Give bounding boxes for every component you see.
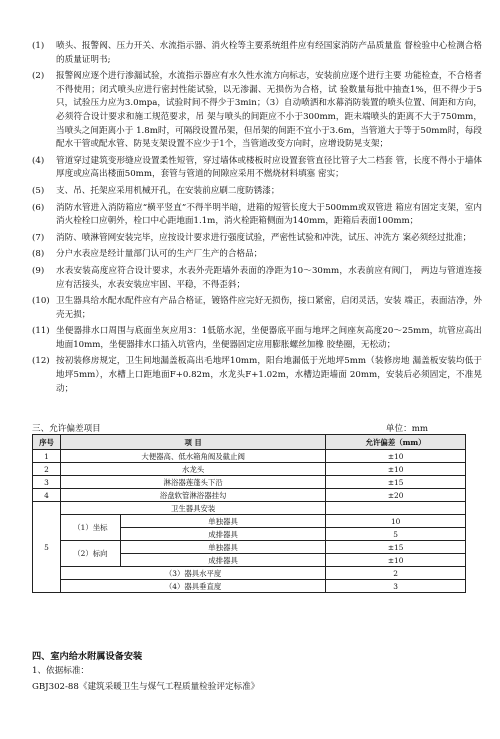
basis-label: 1、依据标准：	[32, 666, 90, 676]
item-number: (11)	[32, 326, 50, 337]
row-value: 3	[326, 580, 466, 593]
row-value: 10	[326, 515, 466, 528]
item-number: (6)	[32, 202, 45, 213]
table-row	[33, 489, 466, 502]
table-row	[33, 515, 466, 528]
item-number: (2)	[32, 71, 45, 82]
row-item: 浴盘软管淋浴器挂勾	[60, 489, 325, 502]
row-value: ±10	[326, 450, 466, 463]
item-text: 管道穿过建筑变形缝应设置柔性短管，穿过墙体或楼板时应设置套管直径比管子大二档套 管，长度不得小于墙体厚度或应高出楼面50mm，套管与管道的间隙应采用不燃烧材料填塞 密实；	[56, 155, 482, 180]
vertical-label: （4）器具垂直度	[60, 580, 325, 593]
item-text: 水表安装高度应符合设计要求，水表外壳距墙外表面的净距为10～30mm，水表前应有阀门， 两边与管道连接应有活接头，水表安装应牢固、平稳，不得歪斜；	[56, 265, 482, 290]
row-fixture-label: 成排器具	[120, 528, 325, 541]
list-item	[32, 232, 482, 246]
item-number: (8)	[32, 249, 45, 260]
list-item	[32, 248, 482, 262]
group-title: 卫生器具安装	[60, 502, 325, 515]
table-row	[33, 541, 466, 554]
tolerance-section-caption	[32, 422, 482, 434]
row-value: ±10	[326, 463, 466, 476]
item-number: (1)	[32, 41, 45, 51]
item-text: 喷头、报警阀、压力开关、水流指示器、消火栓等主要系统组件应有经国家消防产品质量监 督检验中心检测合格的质量证明书;	[56, 41, 482, 65]
row-value: ±15	[326, 476, 466, 489]
item-number: (7)	[32, 232, 45, 243]
row-fixture-label: 成排器具	[120, 554, 325, 567]
row-item: 大便器高、低水箱角阀及截止阀	[60, 450, 325, 463]
row-value: ±10	[326, 554, 466, 567]
list-item	[32, 355, 482, 396]
single-fixture-label: 单独器具	[120, 515, 325, 528]
row-number: 4	[33, 489, 61, 502]
section-title: 三、允许偏差项目	[32, 424, 101, 434]
item-number: (4)	[32, 155, 45, 166]
list-item	[32, 295, 482, 322]
row-value: 2	[326, 567, 466, 580]
list-item	[32, 325, 482, 352]
row-number: 5	[33, 502, 61, 593]
item-number: (12)	[32, 356, 50, 367]
list-item	[32, 202, 482, 229]
table-row	[33, 502, 466, 515]
item-number: (9)	[32, 265, 45, 276]
table-row	[33, 580, 466, 593]
item-text: 按初装修房规定，卫生间地漏盖板高出毛地坪10mm，阳台地漏低于光地坪5mm（装修房地 漏盖板安装均低于地坪5mm），水槽上口距地面F+0.82m，水龙头F+1.02m，水槽边距墙面 20mm，安装后必须固定，不准晃动；	[56, 356, 482, 394]
single-fixture-label: 单独器具	[120, 541, 325, 554]
item-text: 坐便器排水口周围与底面坐灰应用3：1低筋水泥，坐便器底平面与地坪之间座灰高度20～25mm，坑管应高出地面10mm，坐便器排水口插入坑管内，坐便器固定应用膨胀螺丝加橡 胶垫圈，无松动；	[56, 326, 482, 350]
unit-label: 单位：mm	[385, 424, 428, 434]
list-item	[32, 265, 482, 292]
table-row	[33, 567, 466, 580]
column-header: 项 目	[60, 435, 325, 450]
item-text: 报警阀应逐个进行渗漏试验，水流指示器应有水久性水流方向标志，安装前应逐个进行主要 功能检查，不合格者不得使用；闭式喷头应进行密封性能试验，以无渗漏、无损伤为合格，试 验数量每批中抽查1%，但不得少于5只，试验压力应为3.0mpa，试验时间不得少于3min；（3）自动喷洒和水幕消防装置的喷头位置、间距和方向，必须符合设计要求和施工规范要求，吊 架与喷头的间距应不小于300mm，距未端喷头的距离不大于750mm，当喷头之间距离小于 1.8m时，可隔段设置吊架，但吊架的间距不宜小于3.6m，当管道大于等于50mm时，每段 配水干管或配水管、防晃支架设置不应少于1个，当管道改变方向时，应增设防晃支架；	[56, 71, 482, 150]
row-value: 5	[326, 528, 466, 541]
item-text: 卫生器具给水配水配件应有产品合格证，镀铬件应完好无损伤，接口紧密，启闭灵活，安装 端正，表面洁净，外壳无损；	[56, 296, 482, 320]
item-number: (5)	[32, 185, 45, 196]
column-header: 序号	[33, 435, 61, 450]
row-value: ±15	[326, 541, 466, 554]
requirements-list	[32, 40, 482, 399]
tolerance-table	[32, 434, 466, 593]
section-heading: 四、室内给水附属设备安装	[32, 651, 143, 662]
table-header-row	[33, 435, 466, 450]
list-item	[32, 70, 482, 152]
row-value: ±20	[326, 489, 466, 502]
sub-item-elevation: （2）标向	[60, 541, 120, 567]
row-number: 3	[33, 476, 61, 489]
list-item	[32, 155, 482, 182]
row-number: 2	[33, 463, 61, 476]
item-text: 消防、喷淋管网安装完毕，应按设计要求进行强度试验，严密性试验和冲洗，试压、冲洗方 案必须经过批准；	[56, 232, 472, 243]
row-number: 1	[33, 450, 61, 463]
table-row	[33, 476, 466, 489]
table-row	[33, 450, 466, 463]
row-item: 淋浴器莲蓬头下沿	[60, 476, 325, 489]
column-header: 允许偏差（mm）	[326, 435, 466, 450]
list-item	[32, 185, 482, 199]
level-label: （3）器具水平度	[60, 567, 325, 580]
item-text: 分户水表应是经计量部门认可的生产厂生产的合格品；	[56, 249, 263, 260]
item-text: 消防水管进入消防箱应“横平竖直”不得半明半暗，进箱的短管长度大于500mm或双管进 箱应有固定支架，室内消火栓栓口应朝外，栓口中心距地面1.1m，消火栓距箱侧面为140mm，距箱后表面100mm；	[56, 202, 482, 227]
sub-item-coordinate: （1）坐标	[60, 515, 120, 541]
list-item	[32, 40, 482, 67]
standard-reference: GBJ302-88《建筑采暖卫生与煤气工程质量检验评定标准》	[32, 682, 260, 692]
item-text: 支、吊、托架应采用机械开孔，在安装前应刷二度防锈漆；	[56, 185, 280, 196]
row-item: 水龙头	[60, 463, 325, 476]
item-number: (10)	[32, 296, 50, 307]
table-row	[33, 463, 466, 476]
